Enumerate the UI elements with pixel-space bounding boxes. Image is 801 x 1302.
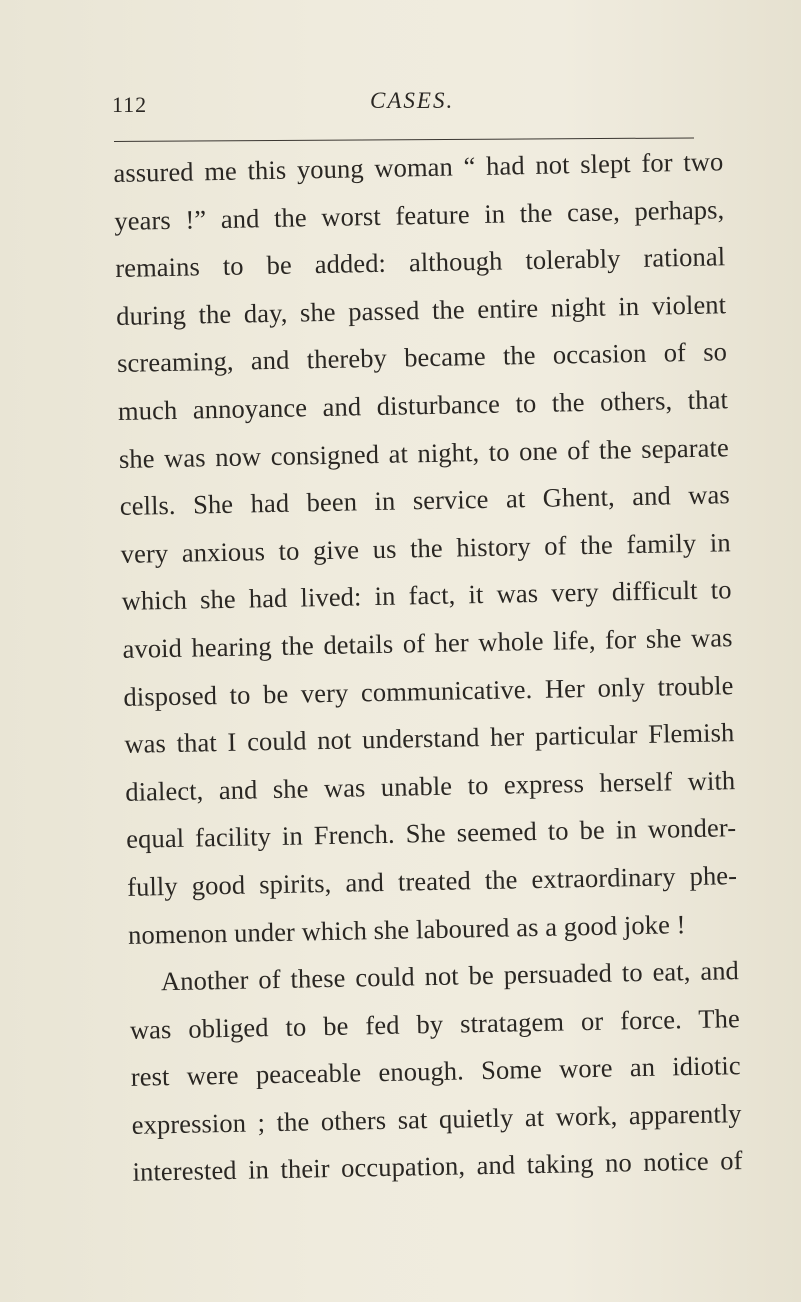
page-number: 112 <box>112 92 148 117</box>
page-header <box>0 88 801 124</box>
text-line: much annoyance and disturbance to the others, that <box>117 384 729 426</box>
text-line: interested in their occupation, and taking no notice of <box>132 1145 743 1188</box>
text-line: rest were peaceable enough. Some wore an idiotic <box>130 1050 741 1093</box>
text-line: very anxious to give us the history of the family in <box>120 526 731 569</box>
running-head: CASES. <box>370 88 455 113</box>
text-line: Another of these could not be persuaded to eat, and <box>160 955 740 997</box>
text-line: years !” and the worst feature in the case, perhaps, <box>114 193 725 236</box>
text-line: remains to be added: although tolerably rational <box>114 241 726 284</box>
text-line: disposed to be very communicative. Her only trouble <box>123 669 734 712</box>
text-line: was obliged to be fed by stratagem or force. The <box>129 1002 741 1045</box>
text-line: she was now consigned at night, to one of the separate <box>118 431 730 474</box>
text-line: dialect, and she was unable to express herself with <box>125 764 736 807</box>
text-line: was that I could not understand her particular Flemish <box>124 717 735 760</box>
text-line: expression ; the others sat quietly at work, apparently <box>131 1097 742 1140</box>
text-line: avoid hearing the details of her whole life, for she was <box>122 622 733 664</box>
text-line: nomenon under which she laboured as a good joke ! <box>127 908 686 950</box>
text-line: which she had lived: in fact, it was very difficult to <box>121 574 732 617</box>
text-line: equal facility in French. She seemed to be in wonder- <box>125 812 737 855</box>
body-text <box>113 138 743 1197</box>
text-line: cells. She had been in service at Ghent, and was <box>119 479 731 522</box>
text-line: during the day, she passed the entire night in violent <box>115 289 727 331</box>
text-line: assured me this young woman “ had not slept for two <box>113 146 724 188</box>
text-line: fully good spirits, and treated the extraordinary phe- <box>126 860 738 902</box>
text-line: screaming, and thereby became the occasion of so <box>116 336 728 379</box>
